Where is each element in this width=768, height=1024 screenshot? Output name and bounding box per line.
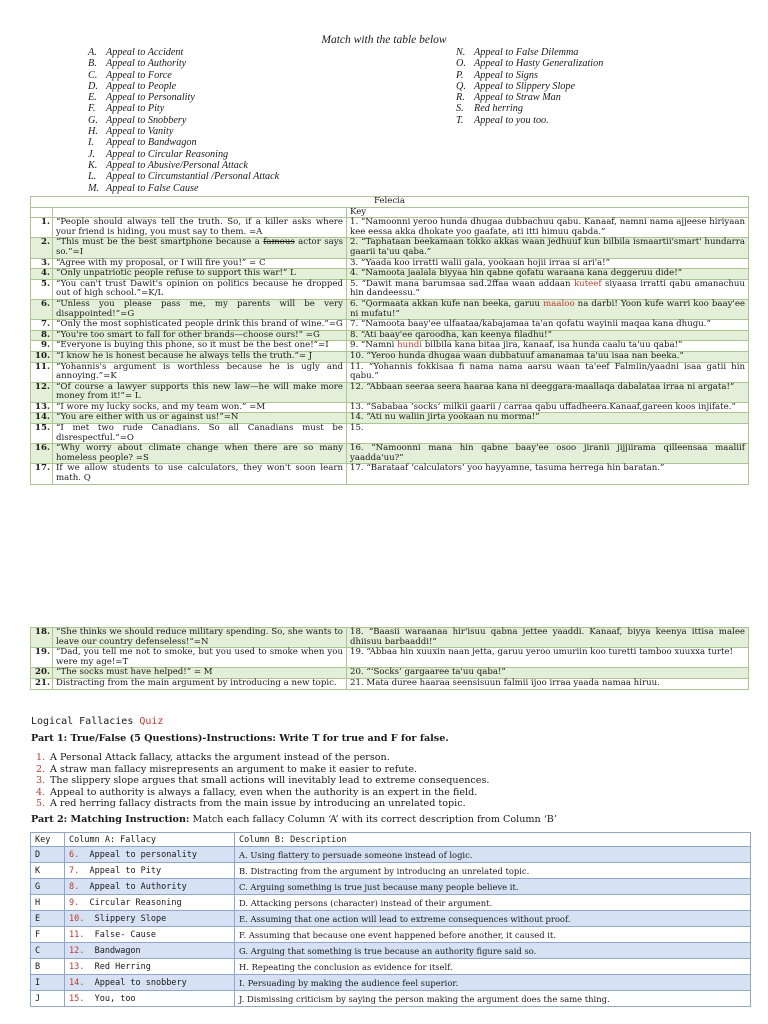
english-statement: “I met two rude Canadians. So all Canadians must be disrespectful.”=O xyxy=(53,424,347,444)
description-cell: B. Distracting from the argument by introducing an unrelated topic. xyxy=(235,863,751,879)
item-number: 9. xyxy=(69,897,80,908)
table-row xyxy=(31,959,751,975)
felecia-table-continued xyxy=(30,627,749,690)
item-number: 8. xyxy=(69,881,80,892)
english-statement: “People should always tell the truth. So, if a killer asks where your friend is hiding, you must say to them. =A xyxy=(53,218,347,238)
description-cell: J. Dismissing criticism by saying the person making the argument does the same thing. xyxy=(235,991,751,1007)
legend-label: Appeal to Abusive/Personal Attack xyxy=(106,159,248,171)
row-number: 16. xyxy=(31,444,53,464)
description-cell: D. Attacking persons (character) instead of their argument. xyxy=(235,895,751,911)
legend-label: Appeal to People xyxy=(106,80,177,92)
table-row xyxy=(31,668,749,679)
english-statement: “The socks must have helped!” = M xyxy=(53,668,347,679)
table-row xyxy=(31,847,751,863)
statement xyxy=(36,787,489,799)
statement-part: “This must be the best smartphone because a xyxy=(56,237,264,248)
legend-key: C. xyxy=(88,69,98,81)
legend-key: H. xyxy=(88,126,98,138)
row-number: 1. xyxy=(31,218,53,238)
quiz-title: Logical Fallacies Quiz xyxy=(31,716,164,727)
description-cell: C. Arguing something is true just because many people believe it. xyxy=(235,879,751,895)
legend-key: T. xyxy=(456,114,464,126)
oromo-translation: 19. “Abbaa hin xuuxin naan jetta, garuu yeroo umuriin koo turetti tamboo xuuxxa turte! xyxy=(347,648,749,668)
oromo-translation: 17. “Barataaf ‘calculators’ yoo hayyamne, tasuma herrega hin baratan.” xyxy=(347,464,749,484)
english-statement: “Only the most sophisticated people drink this brand of wine.”=G xyxy=(53,320,347,331)
legend-item xyxy=(88,92,279,103)
legend-key: F. xyxy=(88,103,96,115)
fallacy-name: False- Cause xyxy=(94,929,157,940)
row-number: 18. xyxy=(31,628,53,648)
statement-text: A straw man fallacy misrepresents an argument to make it easier to refute. xyxy=(50,763,418,775)
legend-key: D. xyxy=(88,80,98,92)
empty-cell xyxy=(31,207,53,218)
english-statement: “You're too smart to fall for other brands—choose ours!” =G xyxy=(53,330,347,341)
row-number: 8. xyxy=(31,330,53,341)
legend-label: Appeal to Vanity xyxy=(106,126,174,138)
fallacy-cell xyxy=(65,927,235,943)
item-number: 14. xyxy=(69,977,85,988)
translation-part: bilbila kana bitaa jira, kanaaf, isa hunda caalu ta'uu qaba!” xyxy=(422,340,683,351)
legend-item xyxy=(88,137,279,148)
table-row xyxy=(31,975,751,991)
answer-key: I xyxy=(31,975,65,991)
legend-key: L. xyxy=(88,171,97,183)
table-row xyxy=(31,863,751,879)
fallacy-cell xyxy=(65,991,235,1007)
legend-item xyxy=(88,160,279,171)
legend-label: Appeal to Bandwagon xyxy=(106,137,197,149)
part2-instructions: Part 2: Matching Instruction: Match each fallacy Column ‘A’ with its correct description from Column ‘B’ xyxy=(31,814,557,825)
row-number: 9. xyxy=(31,341,53,352)
legend-key: J. xyxy=(88,148,96,160)
row-number: 12. xyxy=(31,382,53,402)
column-a-header: Column A: Fallacy xyxy=(65,833,235,847)
oromo-translation: 18. “Baasii waraanaa hir'isuu qabna jettee yaaddi. Kanaaf, biyya keenya ittisa malee dhiisuu barbaaddi!” xyxy=(347,628,749,648)
table-row xyxy=(31,218,749,238)
fallacy-name: You, too xyxy=(94,993,136,1004)
fallacy-cell xyxy=(65,847,235,863)
oromo-translation: 13. “Sababaa ‘socks’ milkii gaarii / carraa qabu uffadheera.Kanaaf,gareen koos injifate.” xyxy=(347,402,749,413)
table-row xyxy=(31,464,749,484)
legend-item xyxy=(456,81,603,92)
item-number: 10. xyxy=(69,913,85,924)
english-statement: “I know he is honest because he always tells the truth.”= J xyxy=(53,351,347,362)
fallacy-name: Appeal to Pity xyxy=(89,865,162,876)
description-cell: I. Persuading by making the audience feel superior. xyxy=(235,975,751,991)
description-cell: E. Assuming that one action will lead to extreme consequences without proof. xyxy=(235,911,751,927)
statement-number: 5. xyxy=(36,798,46,810)
row-number: 3. xyxy=(31,258,53,269)
english-statement: Distracting from the main argument by introducing a new topic. xyxy=(53,678,347,689)
oromo-translation: 20. “‘Socks’ gargaaree ta'uu qaba!” xyxy=(347,668,749,679)
english-statement: “Everyone is buying this phone, so it must be the best one!”=I xyxy=(53,341,347,352)
legend-label: Appeal to Authority xyxy=(106,58,187,70)
oromo-translation xyxy=(347,279,749,299)
table-caption: Felecia xyxy=(31,197,749,208)
table-row xyxy=(31,911,751,927)
legend-label: Appeal to Personality xyxy=(106,92,195,104)
legend-item xyxy=(88,126,279,137)
oromo-translation: 12. “Abbaan seeraa seera haaraa kana ni deeggara-maallaqa dabalataa irraa ni argata!” xyxy=(347,382,749,402)
fallacy-cell xyxy=(65,911,235,927)
row-number: 20. xyxy=(31,668,53,679)
legend-item xyxy=(456,92,603,103)
table-row xyxy=(31,991,751,1007)
table-row xyxy=(31,382,749,402)
table-caption-row xyxy=(31,197,749,208)
statement-text: Appeal to authority is always a fallacy, even when the authority is an expert in the field. xyxy=(50,786,478,798)
legend-key: S. xyxy=(456,103,464,115)
legend-item xyxy=(88,47,279,58)
row-number: 2. xyxy=(31,238,53,258)
answer-key: C xyxy=(31,943,65,959)
fallacy-name: Bandwagon xyxy=(94,945,141,956)
oromo-translation: 16. “Namoonni mana hin qabne baay'ee osoo jiranii jijjiirama qilleensaa maaliif yaadda'uu?” xyxy=(347,444,749,464)
fallacy-cell xyxy=(65,879,235,895)
translation-part: siyaasa irratti qabu amanachuu hin dandeessu.” xyxy=(350,278,745,299)
legend-label: Appeal to you too. xyxy=(474,114,549,126)
fallacy-cell xyxy=(65,975,235,991)
legend-label: Appeal to False Dilemma xyxy=(474,47,579,58)
row-number: 5. xyxy=(31,279,53,299)
row-number: 6. xyxy=(31,299,53,319)
row-number: 4. xyxy=(31,269,53,280)
translation-part: 5. “Dawit mana barumsaa sad.2ffaa waan addaan xyxy=(350,278,574,289)
fallacy-name: Circular Reasoning xyxy=(89,897,182,908)
item-number: 11. xyxy=(69,929,85,940)
legend-label: Appeal to Signs xyxy=(474,69,538,81)
legend-item xyxy=(88,70,279,81)
statement xyxy=(36,752,489,764)
fallacy-cell xyxy=(65,895,235,911)
fallacy-cell xyxy=(65,863,235,879)
english-statement: If we allow students to use calculators, they won't soon learn math. Q xyxy=(53,464,347,484)
statement-text: A red herring fallacy distracts from the main issue by introducing an unrelated topic. xyxy=(50,798,466,810)
struck-word: famous xyxy=(263,237,295,248)
english-statement: “Agree with my proposal, or I will fire you!” = C xyxy=(53,258,347,269)
statement-text: The slippery slope argues that small actions will inevitably lead to extreme consequences. xyxy=(50,775,490,787)
oromo-translation: 21. Mata duree haaraa seensisuun falmii ijoo irraa yaada namaa hiruu. xyxy=(347,678,749,689)
english-statement: “Of course a lawyer supports this new law—he will make more money from it!”= L xyxy=(53,382,347,402)
oromo-translation: 15. xyxy=(347,424,749,444)
fallacy-name: Appeal to personality xyxy=(89,849,197,860)
row-number: 21. xyxy=(31,678,53,689)
oromo-translation: 1. “Namoonni yeroo hunda dhugaa dubbachuu qabu. Kanaaf, namni nama ajjeese hiriyaan kee eessa akka dhokate yoo gaafate, ati itti himuu qabda.” xyxy=(347,218,749,238)
legend-item xyxy=(88,171,279,182)
legend-label: Appeal to Force xyxy=(106,69,172,81)
row-number: 13. xyxy=(31,402,53,413)
english-statement: “I wore my lucky socks, and my team won.” =M xyxy=(53,402,347,413)
description-cell: H. Repeating the conclusion as evidence for itself. xyxy=(235,959,751,975)
legend-label: Appeal to Slippery Slope xyxy=(474,80,576,92)
highlighted-word: maaloo xyxy=(543,298,575,309)
statement-text: A Personal Attack fallacy, attacks the argument instead of the person. xyxy=(50,752,390,763)
legend-item xyxy=(88,58,279,69)
legend-key: E. xyxy=(88,92,97,104)
oromo-translation: 14. “Ati nu waliin jirta yookaan nu morma!” xyxy=(347,413,749,424)
oromo-translation: 2. “Taphataan beekamaan tokko akkas waan jedhuuf kun bilbila ismaartii'smart' hundarra gaarii ta'uu qaba.” xyxy=(347,238,749,258)
item-number: 7. xyxy=(69,865,80,876)
english-statement: “You are either with us or against us!”=N xyxy=(53,413,347,424)
english-statement xyxy=(53,238,347,258)
oromo-translation: 3. “Yaada koo irratti walii gala, yookaan hojii irraa si ari'a!” xyxy=(347,258,749,269)
row-number: 10. xyxy=(31,351,53,362)
statement-number: 4. xyxy=(36,786,46,798)
english-statement: “Only unpatriotic people refuse to support this war!” L xyxy=(53,269,347,280)
english-statement: “Why worry about climate change when there are so many homeless people? =S xyxy=(53,444,347,464)
row-number: 7. xyxy=(31,320,53,331)
table-row xyxy=(31,648,749,668)
legend-key: I. xyxy=(88,137,94,149)
translation-part: na darbi! Yoon kufe warri koo baay'ee ni mufatu!” xyxy=(350,298,745,319)
part1-instructions: Part 1: True/False (5 Questions)-Instructions: Write T for true and F for false. xyxy=(31,733,449,744)
answer-key: J xyxy=(31,991,65,1007)
legend-key: G. xyxy=(88,114,98,126)
legend-label: Appeal to Circular Reasoning xyxy=(106,148,229,160)
oromo-translation xyxy=(347,341,749,352)
legend-item xyxy=(88,183,279,194)
legend-item xyxy=(88,81,279,92)
legend-key: P. xyxy=(456,69,464,81)
legend-item xyxy=(456,70,603,81)
statement xyxy=(36,798,489,810)
row-number: 17. xyxy=(31,464,53,484)
table-row xyxy=(31,413,749,424)
legend-label: Appeal to Hasty Generalization xyxy=(474,58,604,70)
highlighted-word: hundi xyxy=(397,340,422,351)
key-header: Key xyxy=(347,207,749,218)
translation-part: 6. “Qormaata akkan kufe nan beeka, garuu xyxy=(350,298,544,309)
table-row xyxy=(31,238,749,258)
legend-key: M. xyxy=(88,182,100,194)
legend-label: Appeal to Accident xyxy=(106,47,184,58)
legend-item xyxy=(88,115,279,126)
legend-item xyxy=(456,47,603,58)
oromo-translation: 7. “Namoota baay'ee ulfaataa/kabajamaa ta'an qofatu wayinii maqaa kana dhugu.” xyxy=(347,320,749,331)
legend-key: A. xyxy=(88,47,97,58)
felecia-table xyxy=(30,196,749,485)
legend-label: Red herring xyxy=(474,103,523,115)
answer-key: H xyxy=(31,895,65,911)
fallacy-name: Red Herring xyxy=(94,961,151,972)
oromo-translation xyxy=(347,299,749,319)
answer-key: F xyxy=(31,927,65,943)
legend-label: Appeal to Snobbery xyxy=(106,114,187,126)
column-b-header: Column B: Description xyxy=(235,833,751,847)
table-row xyxy=(31,299,749,319)
legend-item xyxy=(456,58,603,69)
description-cell: A. Using flattery to persuade someone instead of logic. xyxy=(235,847,751,863)
legend-key: N. xyxy=(456,47,466,58)
legend-key: B. xyxy=(88,58,97,70)
table-row xyxy=(31,269,749,280)
legend-key: R. xyxy=(456,92,465,104)
table-row xyxy=(31,362,749,382)
table-row xyxy=(31,678,749,689)
oromo-translation: 10. “Yeroo hunda dhugaa waan dubbatuuf amanamaa ta'uu isaa nan beeka.” xyxy=(347,351,749,362)
true-false-statements xyxy=(36,752,489,810)
fallacy-name: Slippery Slope xyxy=(94,913,167,924)
english-statement: “You can't trust Dawit's opinion on politics because he dropped out of high school.”=K/L xyxy=(53,279,347,299)
item-number: 12. xyxy=(69,945,85,956)
table-row xyxy=(31,879,751,895)
matching-table xyxy=(30,832,751,1007)
legend-label: Appeal to Straw Man xyxy=(474,92,561,104)
matching-header-row xyxy=(31,833,751,847)
row-number: 14. xyxy=(31,413,53,424)
table-row xyxy=(31,444,749,464)
row-number: 11. xyxy=(31,362,53,382)
item-number: 6. xyxy=(69,849,80,860)
english-statement: “She thinks we should reduce military spending. So, she wants to leave our country defenseless!”=N xyxy=(53,628,347,648)
row-number: 15. xyxy=(31,424,53,444)
answer-key: B xyxy=(31,959,65,975)
table-row xyxy=(31,927,751,943)
statement-part: actor says so.”=I xyxy=(56,237,343,257)
fallacy-legend-left xyxy=(88,47,279,194)
english-statement: “Yohannis's argument is worthless because he is ugly and annoying.”=K xyxy=(53,362,347,382)
answer-key: E xyxy=(31,911,65,927)
answer-key: G xyxy=(31,879,65,895)
table-row xyxy=(31,628,749,648)
legend-label: Appeal to Pity xyxy=(106,103,165,115)
highlighted-word: kuteef xyxy=(573,278,602,289)
item-number: 15. xyxy=(69,993,85,1004)
item-number: 13. xyxy=(69,961,85,972)
legend-item xyxy=(456,103,603,114)
legend-label: Appeal to False Cause xyxy=(106,182,199,194)
translation-part: 9. “Namni xyxy=(350,340,398,351)
legend-item xyxy=(88,149,279,160)
legend-item xyxy=(456,115,603,126)
legend-key: O. xyxy=(456,58,466,70)
table-row xyxy=(31,424,749,444)
legend-key: Q. xyxy=(456,80,466,92)
key-header: Key xyxy=(31,833,65,847)
oromo-translation: 8. “Ati baay'ee qaroodha, kan keenya filadhu!” xyxy=(347,330,749,341)
statement-number: 3. xyxy=(36,775,46,787)
page-title: Match with the table below xyxy=(321,34,447,46)
answer-key: D xyxy=(31,847,65,863)
table-row xyxy=(31,341,749,352)
oromo-translation: 11. “Yohannis fokkisaa fi nama nama aarsu waan ta'eef Falmiin/yaadni isaa gatii hin qabu.” xyxy=(347,362,749,382)
english-statement: “Dad, you tell me not to smoke, but you used to smoke when you were my age!=T xyxy=(53,648,347,668)
legend-key: K. xyxy=(88,159,98,171)
row-number: 19. xyxy=(31,648,53,668)
fallacy-cell xyxy=(65,943,235,959)
oromo-translation: 4. “Namoota jaalala biyyaa hin qabne qofatu waraana kana deggeruu dide!” xyxy=(347,269,749,280)
table-row xyxy=(31,279,749,299)
legend-item xyxy=(88,103,279,114)
statement-number: 1. xyxy=(36,752,46,763)
statement xyxy=(36,775,489,787)
legend-label: Appeal to Circumstantial /Personal Attack xyxy=(106,171,280,183)
table-row xyxy=(31,320,749,331)
english-statement: “Unless you please pass me, my parents will be very disappointed!”=G xyxy=(53,299,347,319)
statement-number: 2. xyxy=(36,763,46,775)
statement xyxy=(36,764,489,776)
fallacy-legend-right xyxy=(456,47,603,126)
table-row xyxy=(31,943,751,959)
table-row xyxy=(31,351,749,362)
description-cell: G. Arguing that something is true because an authority figure said so. xyxy=(235,943,751,959)
table-row xyxy=(31,895,751,911)
fallacy-name: Appeal to Authority xyxy=(89,881,187,892)
description-cell: F. Assuming that because one event happened before another, it caused it. xyxy=(235,927,751,943)
answer-key: K xyxy=(31,863,65,879)
fallacy-cell xyxy=(65,959,235,975)
fallacy-name: Appeal to snobbery xyxy=(94,977,187,988)
